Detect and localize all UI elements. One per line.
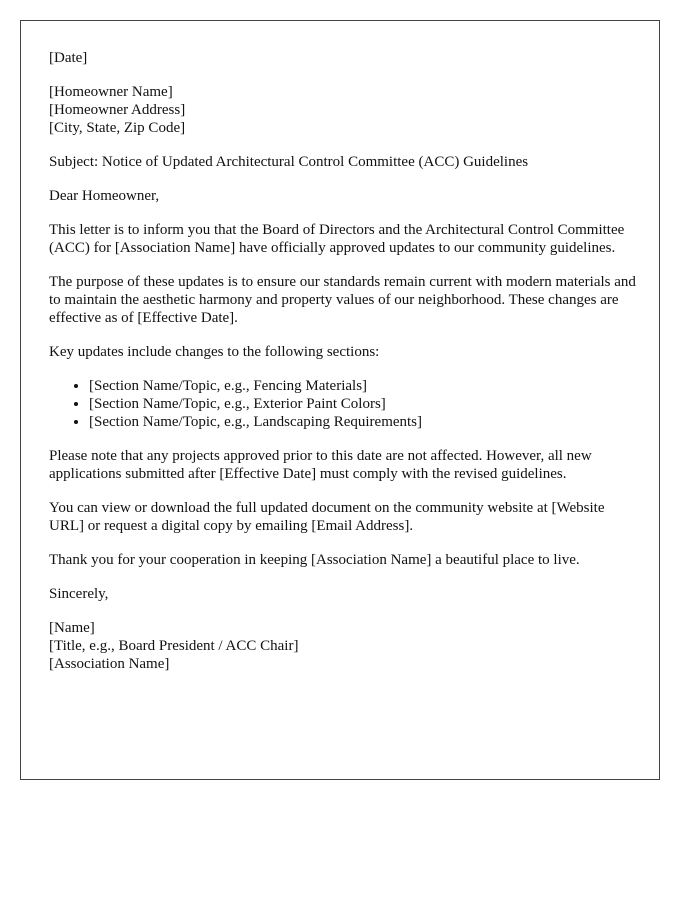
signature-name: [Name] (49, 620, 95, 636)
recipient-block (49, 83, 639, 137)
paragraph-thanks: Thank you for your cooperation in keeping [Association Name] a beautiful place to live. (49, 552, 580, 568)
paragraph-website: You can view or download the full updated document on the community website at [Website URL] or request a digital copy by emailing [Email Address]. (49, 500, 605, 534)
letter-page (20, 20, 660, 780)
recipient-city: [City, State, Zip Code] (49, 120, 186, 136)
closing: Sincerely, (49, 586, 109, 602)
list-item: • [Section Name/Topic, e.g., Fencing Materials] (89, 377, 639, 395)
updates-list (49, 377, 639, 431)
paragraph-intro: This letter is to inform you that the Board of Directors and the Architectural Control Committee (ACC) for [Association Name] have officially approved updates to our community guidelines. (49, 222, 625, 256)
signature-association: [Association Name] (49, 656, 170, 672)
recipient-name: [Homeowner Name] (49, 84, 173, 100)
date-line: [Date] (49, 50, 88, 66)
paragraph-purpose: The purpose of these updates is to ensure our standards remain current with modern materials and to maintain the aesthetic harmony and property values of our neighborhood. These changes are effective as of [Effective Date]. (49, 274, 636, 326)
list-item: • [Section Name/Topic, e.g., Exterior Paint Colors] (89, 395, 639, 413)
signature-block (49, 619, 639, 673)
signature-title: [Title, e.g., Board President / ACC Chair] (49, 638, 299, 654)
subject-line: Subject: Notice of Updated Architectural Control Committee (ACC) Guidelines (49, 154, 529, 170)
paragraph-note: Please note that any projects approved prior to this date are not affected. However, all new applications submitted after [Effective Date] must comply with the revised guidelines. (49, 448, 592, 482)
letter-body (49, 49, 639, 689)
salutation: Dear Homeowner, (49, 188, 160, 204)
paragraph-key-updates: Key updates include changes to the following sections: (49, 344, 380, 360)
recipient-address: [Homeowner Address] (49, 102, 186, 118)
list-item: • [Section Name/Topic, e.g., Landscaping Requirements] (89, 413, 639, 431)
